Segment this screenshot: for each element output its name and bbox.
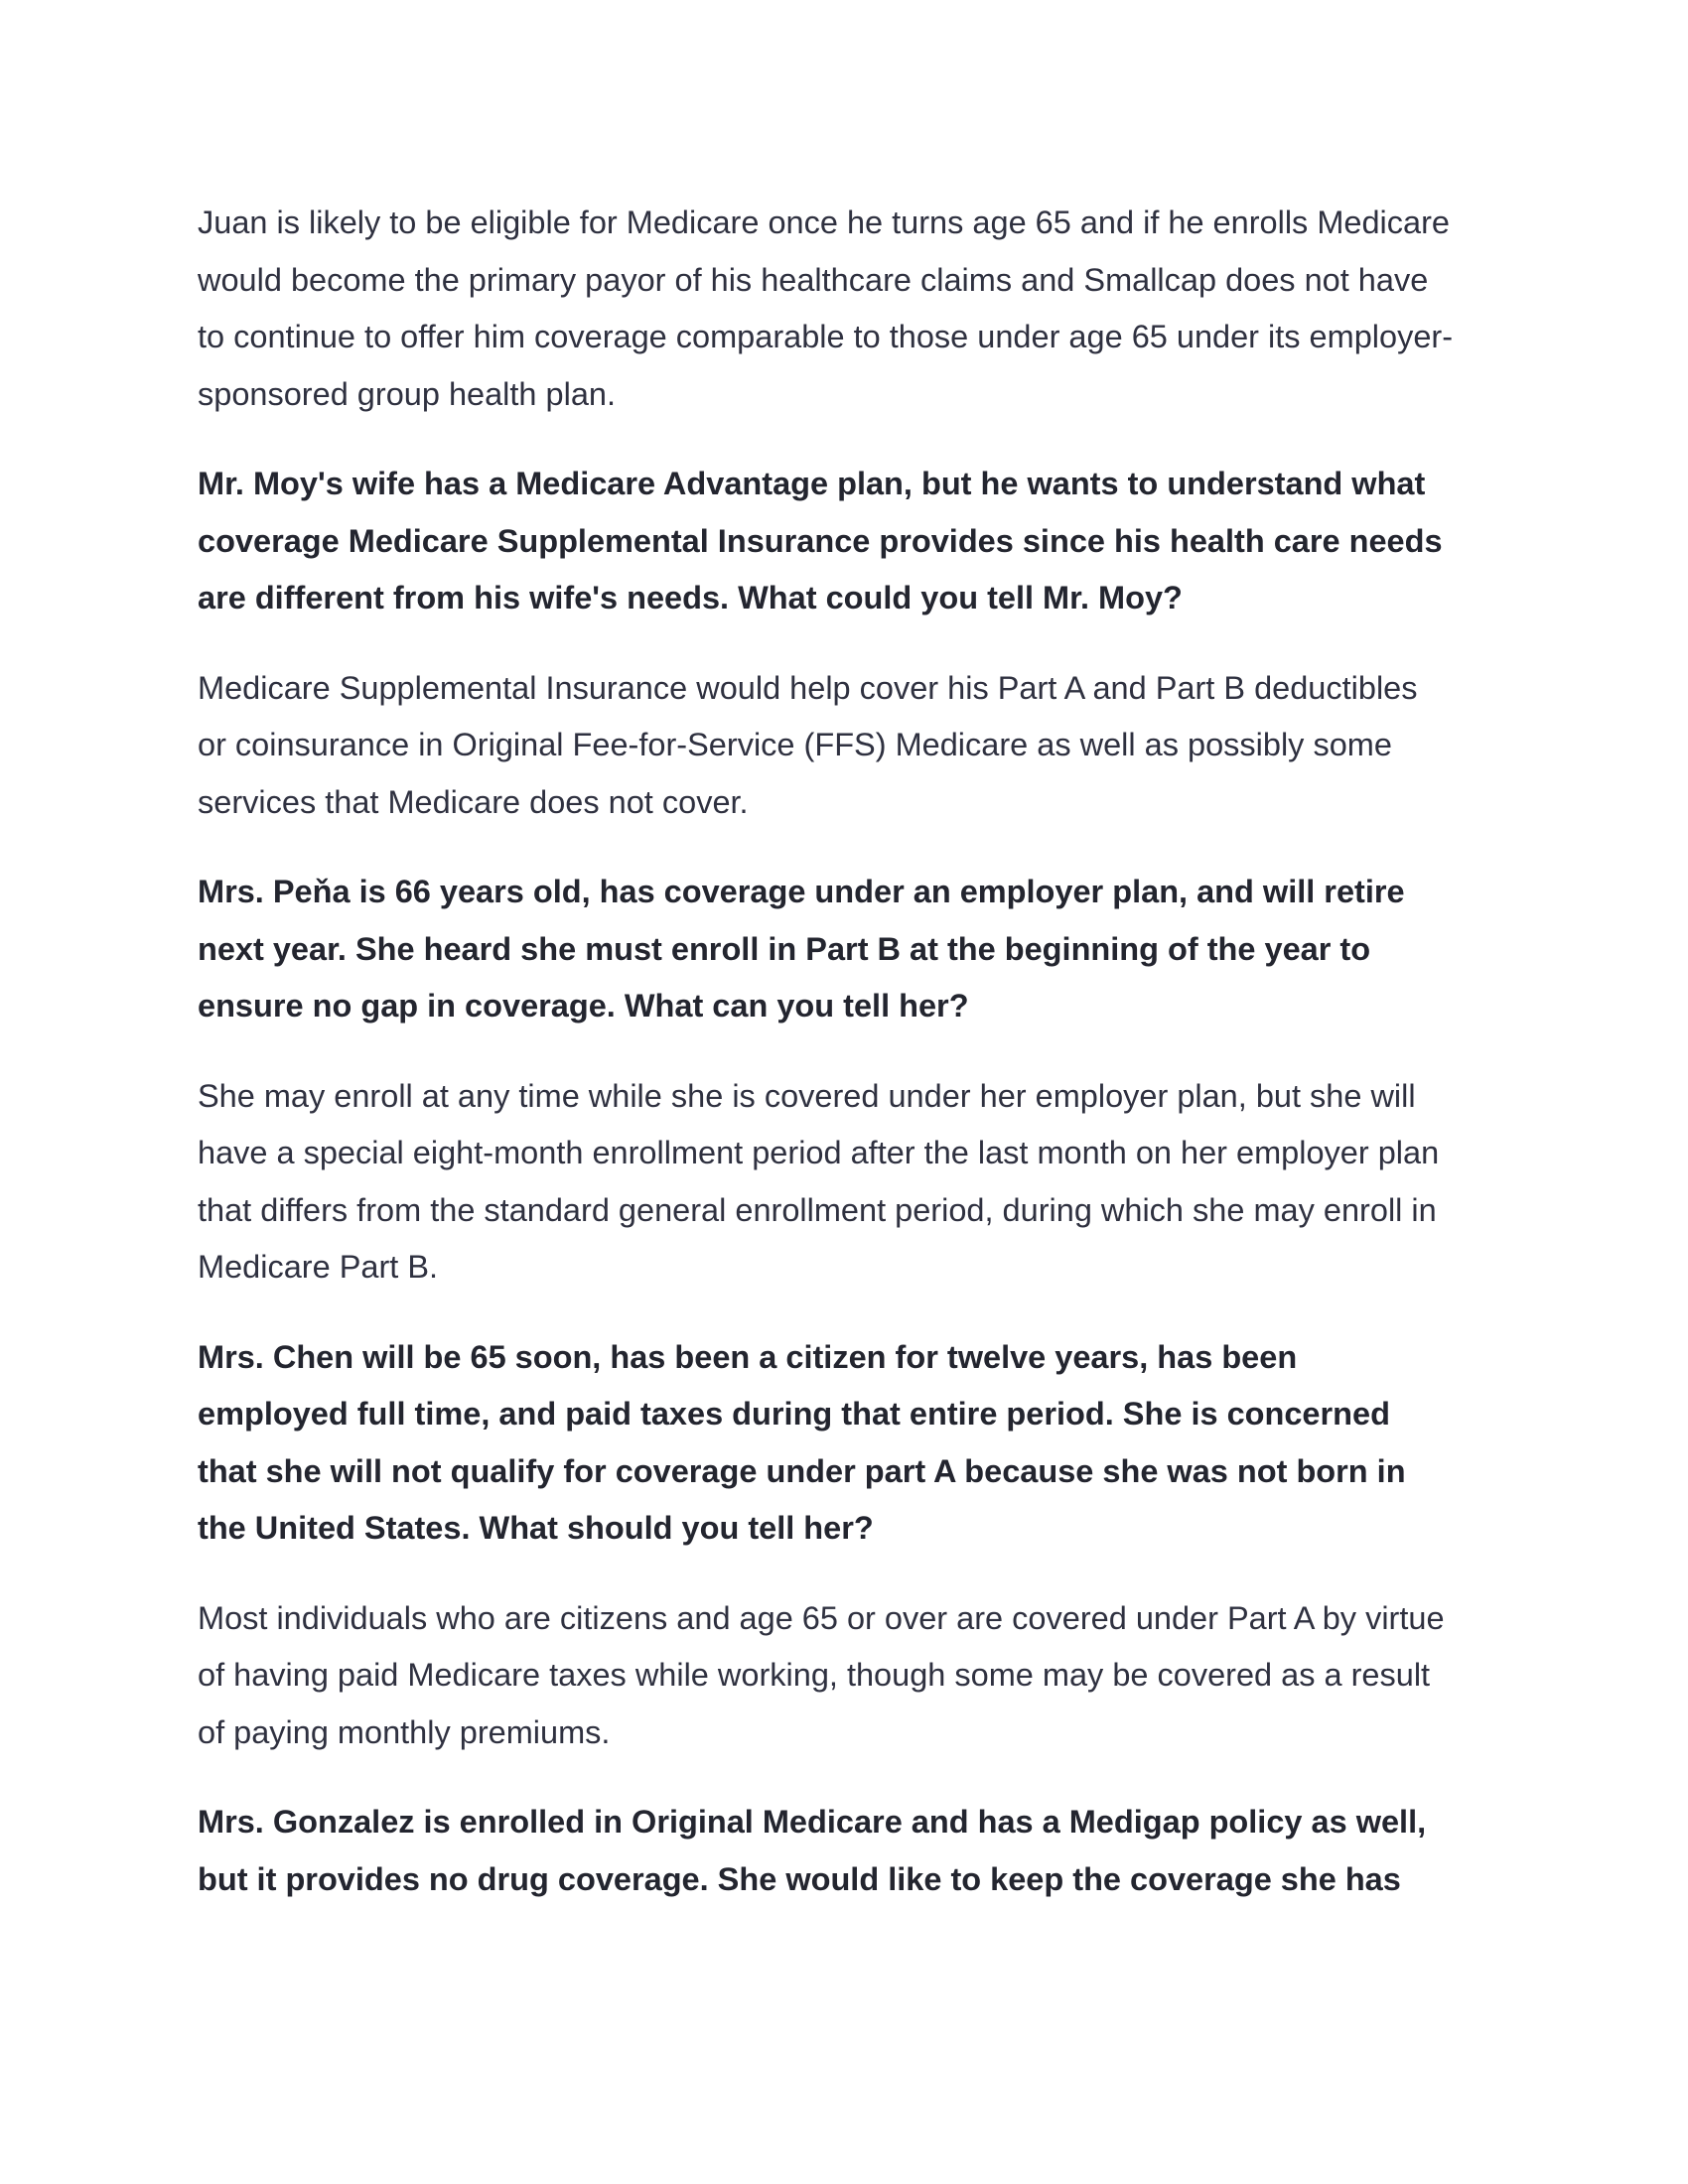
text-line: sponsored group health plan.	[198, 375, 617, 412]
paragraph-spacer	[198, 1558, 1488, 1590]
paragraph-spacer	[198, 1761, 1488, 1794]
text-line: coverage Medicare Supplemental Insurance provides since his health care needs	[198, 522, 1443, 559]
question-mrs-chen	[198, 1329, 1488, 1558]
answer-mrs-chen	[198, 1590, 1488, 1762]
paragraph-spacer	[198, 831, 1488, 864]
text-line: that she will not qualify for coverage under part A because she was not born in	[198, 1452, 1406, 1489]
text-line: the United States. What should you tell her?	[198, 1510, 874, 1546]
answer-juan-medicare-eligibility	[198, 195, 1488, 423]
text-line: Mrs. Peňa is 66 years old, has coverage under an employer plan, and will retire	[198, 874, 1405, 909]
paragraph-spacer	[198, 423, 1488, 456]
text-line: would become the primary payor of his healthcare claims and Smallcap does not have	[198, 261, 1429, 298]
answer-mrs-pena	[198, 1068, 1488, 1297]
paragraph-spacer	[198, 627, 1488, 660]
text-line: are different from his wife's needs. What could you tell Mr. Moy?	[198, 580, 1183, 615]
paragraph-spacer	[198, 1035, 1488, 1068]
question-mrs-gonzalez	[198, 1794, 1488, 1908]
paragraph-spacer	[198, 1297, 1488, 1329]
document-page	[198, 195, 1488, 1908]
text-line: She may enroll at any time while she is covered under her employer plan, but she will	[198, 1077, 1416, 1114]
text-line: Medicare Part B.	[198, 1249, 439, 1285]
text-line: Medicare Supplemental Insurance would help cover his Part A and Part B deductibles	[198, 669, 1418, 706]
text-line: Mr. Moy's wife has a Medicare Advantage plan, but he wants to understand what	[198, 466, 1426, 501]
text-line: Juan is likely to be eligible for Medicare once he turns age 65 and if he enrolls Medicare	[198, 205, 1450, 240]
text-line: but it provides no drug coverage. She would like to keep the coverage she has	[198, 1860, 1401, 1897]
text-line: ensure no gap in coverage. What can you tell her?	[198, 988, 969, 1024]
text-line: that differs from the standard general enrollment period, during which she may enroll in	[198, 1191, 1437, 1228]
text-line: to continue to offer him coverage comparable to those under age 65 under its employer-	[198, 319, 1454, 354]
question-mrs-pena	[198, 864, 1488, 1035]
text-line: Most individuals who are citizens and age 65 or over are covered under Part A by virtue	[198, 1599, 1445, 1636]
text-line: have a special eight-month enrollment period after the last month on her employer plan	[198, 1135, 1440, 1170]
question-mr-moy	[198, 456, 1488, 627]
text-line: next year. She heard she must enroll in Part B at the beginning of the year to	[198, 930, 1371, 967]
text-line: of having paid Medicare taxes while working, though some may be covered as a result	[198, 1657, 1431, 1693]
text-line: Mrs. Chen will be 65 soon, has been a citizen for twelve years, has been	[198, 1338, 1298, 1375]
text-line: of paying monthly premiums.	[198, 1713, 611, 1750]
text-line: services that Medicare does not cover.	[198, 783, 749, 820]
answer-mr-moy	[198, 660, 1488, 832]
text-line: Mrs. Gonzalez is enrolled in Original Medicare and has a Medigap policy as well,	[198, 1804, 1427, 1840]
text-line: employed full time, and paid taxes during that entire period. She is concerned	[198, 1396, 1390, 1432]
text-line: or coinsurance in Original Fee-for-Service (FFS) Medicare as well as possibly some	[198, 727, 1392, 762]
